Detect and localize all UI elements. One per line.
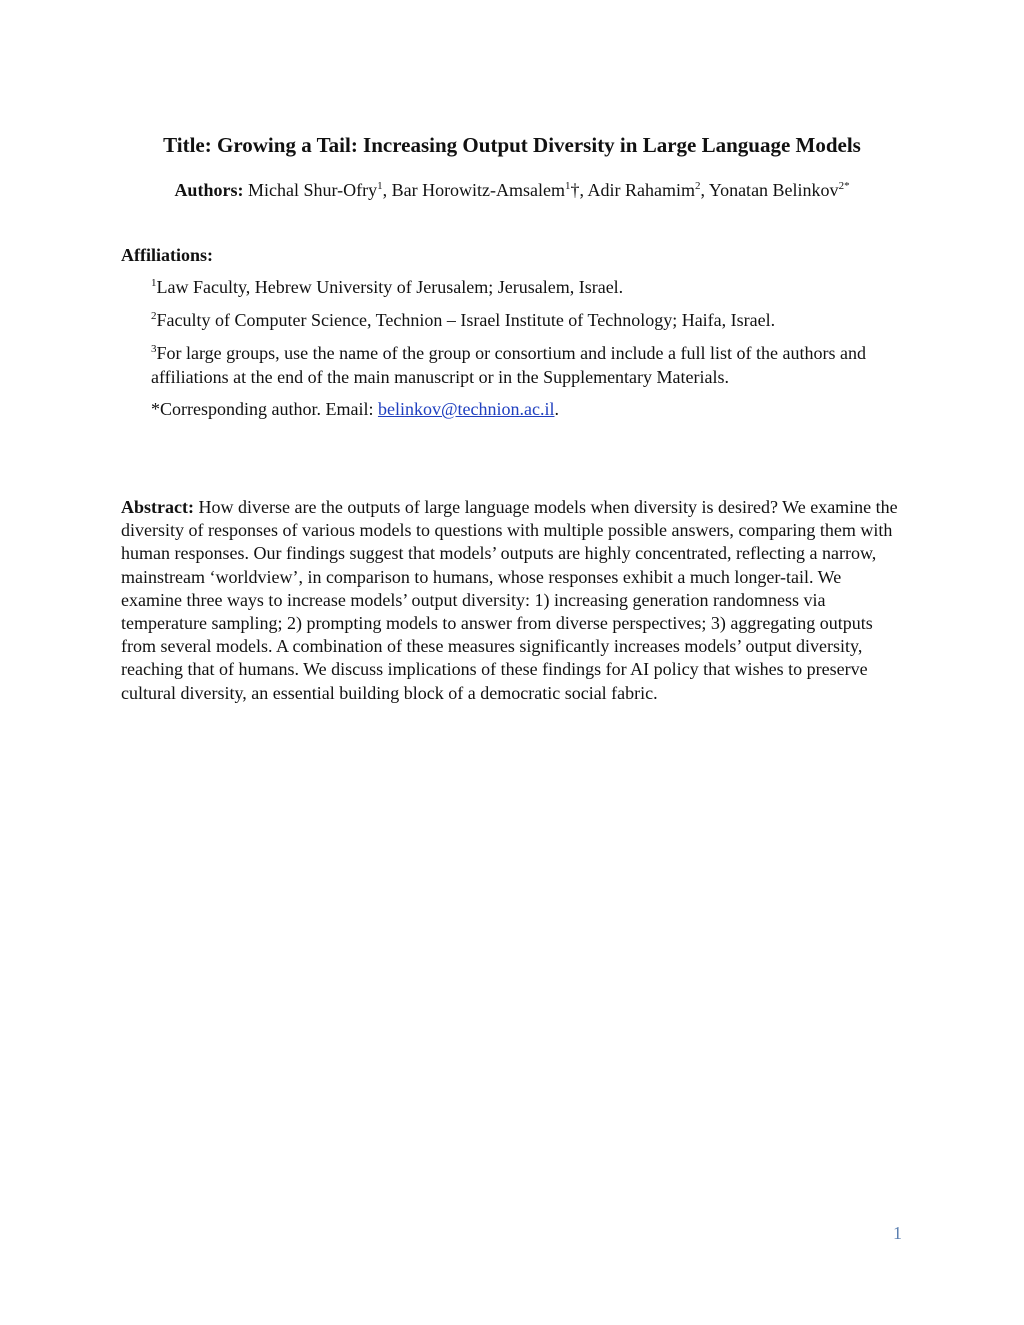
affiliation-text: For large groups, use the name of the group or consortium and include a full list of the authors and affiliations at the end of the main manuscript or in the Supplementary Materials. [151,343,867,387]
author-separator: , [382,180,392,200]
author-affiliation-mark: 1 [565,180,571,192]
author-name: Yonatan Belinkov [708,180,839,200]
corresponding-author [151,397,559,421]
abstract [121,496,905,705]
author-name: Adir Rahamim [587,180,696,200]
affiliation-number: 2 [151,310,157,322]
affiliation-item [151,308,775,332]
paper-title: Title: Growing a Tail: Increasing Output Diversity in Large Language Models [163,133,861,157]
author-line [0,177,1024,203]
affiliation-item [151,341,911,389]
abstract-text: How diverse are the outputs of large language models when diversity is desired? We examine the diversity of responses of various models to questions with multiple possible answers, comparing them with human responses. Our findings suggest that models’ outputs are highly concentrated, reflecting a narrow, mainstream ‘worldview’, in comparison to humans, whose responses exhibit a much longer-tail. We examine three ways to increase models’ output diversity: 1) increasing generation randomness via temperature sampling; 2) prompting models to answer from diverse perspectives; 3) aggregating outputs from several models. A combination of these measures significantly increases models’ output diversity, reaching that of humans. We discuss implications of these findings for AI policy that wishes to preserve cultural diversity, an essential building block of a democratic social fabric. [121,497,898,703]
affiliation-text: Law Faculty, Hebrew University of Jerusalem; Jerusalem, Israel. [156,277,624,297]
author-name: Bar Horowitz-Amsalem [391,180,566,200]
authors-label: Authors: [174,180,244,200]
corresponding-suffix: . [554,399,559,419]
author-separator: , [700,180,709,200]
affiliations-heading: Affiliations: [121,245,213,265]
author-affiliation-mark: 2* [838,180,850,192]
affiliation-item [151,275,623,299]
affiliation-number: 3 [151,343,157,355]
author-separator: †, [570,180,588,200]
affiliation-text: Faculty of Computer Science, Technion – Israel Institute of Technology; Haifa, Israel. [156,310,776,330]
abstract-label: Abstract: [121,497,194,517]
affiliation-number: 1 [151,277,157,289]
page-number: 1 [893,1223,902,1243]
author-affiliation-mark: 1 [377,180,383,192]
author-affiliation-mark: 2 [695,180,701,192]
corresponding-prefix: *Corresponding author. Email: [151,399,378,419]
email-link[interactable]: belinkov@technion.ac.il [377,399,555,419]
author-name: Michal Shur-Ofry [243,180,378,200]
